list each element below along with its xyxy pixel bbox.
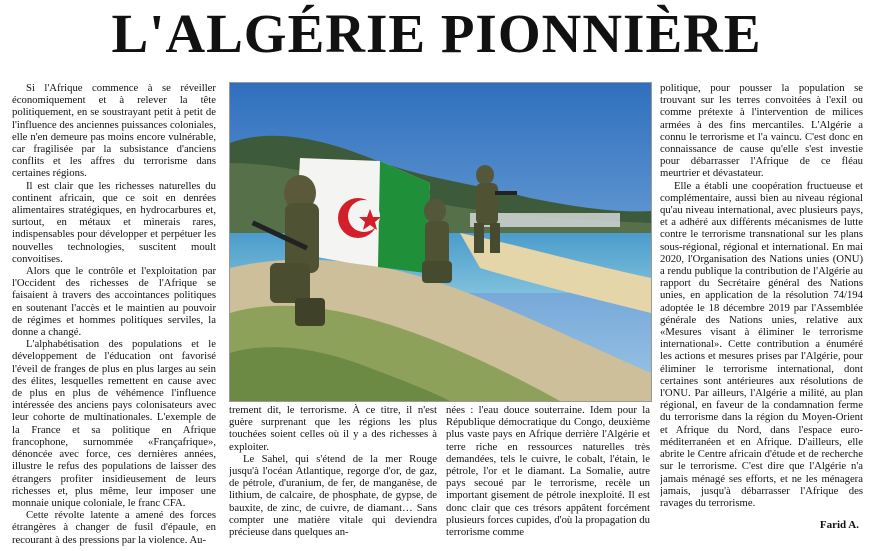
soldiers-with-flag-image — [230, 83, 651, 401]
article-column-1 — [12, 82, 216, 550]
article-column-4 — [660, 82, 863, 532]
paragraph: Il est clair que les richesses naturelles du continent africain, que ce soit en denrées alimentaires stratégiques, en hydrocarbures et, surtout, en métaux et minerais rares, indispensables pour développer et perpétuer les nouvelles technologies, suscitent moult convoitises. — [12, 179, 216, 265]
article-headline: L'ALGÉRIE PIONNIÈRE — [111, 3, 762, 64]
article-column-3 — [446, 404, 650, 550]
paragraph: Alors que le contrôle et l'exploitation par l'Occident des richesses de l'Afrique se faisaient à travers des accointances politiques en soutenant l'accès et le maintien au pouvoir de régimes et hommes politiques serviles, la donne a changé. — [12, 265, 216, 339]
article-photo — [229, 82, 652, 402]
paragraph: nées : l'eau douce souterraine. Idem pour la République démocratique du Congo, deuxième plus vaste pays en Afrique derrière l'Algérie et terre riche en ressources naturelles très demandées, tels le cuivre, le cobalt, l'étain, le pétrole, l'or et le diamant. La Somalie, autre pays secoué par le terrorisme, recèle un important gisement de pétrole inexploité. Il est donc clair que ces trésors appâtent forcément plusieurs forces cupides, d'où la propagation du terrorisme comme — [446, 404, 650, 539]
paragraph: Si l'Afrique commence à se réveiller économiquement et à relever la tête politiquement, en se soustrayant petit à petit de l'influence des anciennes puissances coloniales, elle n'en demeure pas moins encore vulnérable, car fragilisée par la subsistance d'anciens conflits et les affres du terrorisme dans certaines régions. — [12, 82, 216, 180]
paragraph: L'alphabétisation des populations et le développement de l'éducation ont favorisé l'éveil de franges de plus en plus larges au sein des élites, lesquelles remettent en cause avec de plus en plus de véhémence l'influence intéressée des anciens pays colonisateurs avec leur cohorte de multinationales. L'exemple de la France et sa politique en Afrique francophone, surnommée «Françafrique», dénoncée avec force, ces dernières années, illustre le refus des populations de laisser des étrangers profiter insidieusement de leurs richesses et, plus même, leur imposer une monnaie unique coloniale, le franc CFA. — [12, 338, 216, 509]
article-column-2 — [229, 404, 437, 550]
paragraph: Le Sahel, qui s'étend de la mer Rouge jusqu'à l'océan Atlantique, regorge d'or, de gaz, de pétrole, d'uranium, de fer, de manganèse, de lithium, de calcaire, de phosphate, de gypse, de bauxite, de zinc, de cuivre, de diamant… Sans compter une matière vitale qui deviendra précieuse dans quelques an- — [229, 452, 437, 539]
paragraph: Elle a établi une coopération fructueuse et complémentaire, aussi bien au niveau régional qu'au niveau international, avec plusieurs pays, et a adhéré aux différents mécanismes de lutte contre le terrorisme transnational sur les plans sous-régional, régional et international. En mai 2020, l'Organisation des Nations unies (ONU) a rendu publique la contribution de l'Algérie au rapport du Secrétaire général des Nations unies, en application de la résolution 74/194 adoptée le 18 décembre 2019 par l'Assemblée générale des Nations unies, relative aux «Mesures visant à éliminer le terrorisme international». Cette contribution a énuméré les actions et mesures prises par l'Algérie, pour éliminer le terrorisme international, dont certaines sont antérieures aux résolutions de l'ONU. Par ailleurs, l'Algérie a milité, au plan régional, en faveur de la condamnation ferme du terrorisme dans la région du Moyen-Orient et Afrique du Nord, dans l'espace euro-méditerranéen et en Afrique. D'ailleurs, elle abrite le Centre africain d'étude et de recherche sur le terrorisme. C'est dire que l'Algérie n'a jamais ménagé ses efforts, et ne les ménagera jamais, jusqu'à débarrasser l'Afrique des ravages du terrorisme. — [660, 179, 863, 509]
paragraph: politique, pour pousser la population se trouvant sur les terres convoitées à l'exil ou comme prétexte à l'intervention de milices armées à des fins mercantiles. L'Algérie a connu le terrorisme et l'a vaincu. C'est donc en connaissance de cause qu'elle s'est investie pour débarrasser l'Afrique de ce fléau meurtrier et dévastateur. — [660, 82, 863, 180]
paragraph: Cette révolte latente a amené des forces étrangères à changer de fusil d'épaule, en recourant à des pressions par la violence. Au- — [12, 509, 216, 546]
author-signature: Farid A. — [819, 519, 859, 531]
paragraph: trement dit, le terrorisme. À ce titre, il n'est guère surprenant que les régions les plus touchées soient celles où il y a des richesses à exploiter. — [229, 404, 437, 453]
